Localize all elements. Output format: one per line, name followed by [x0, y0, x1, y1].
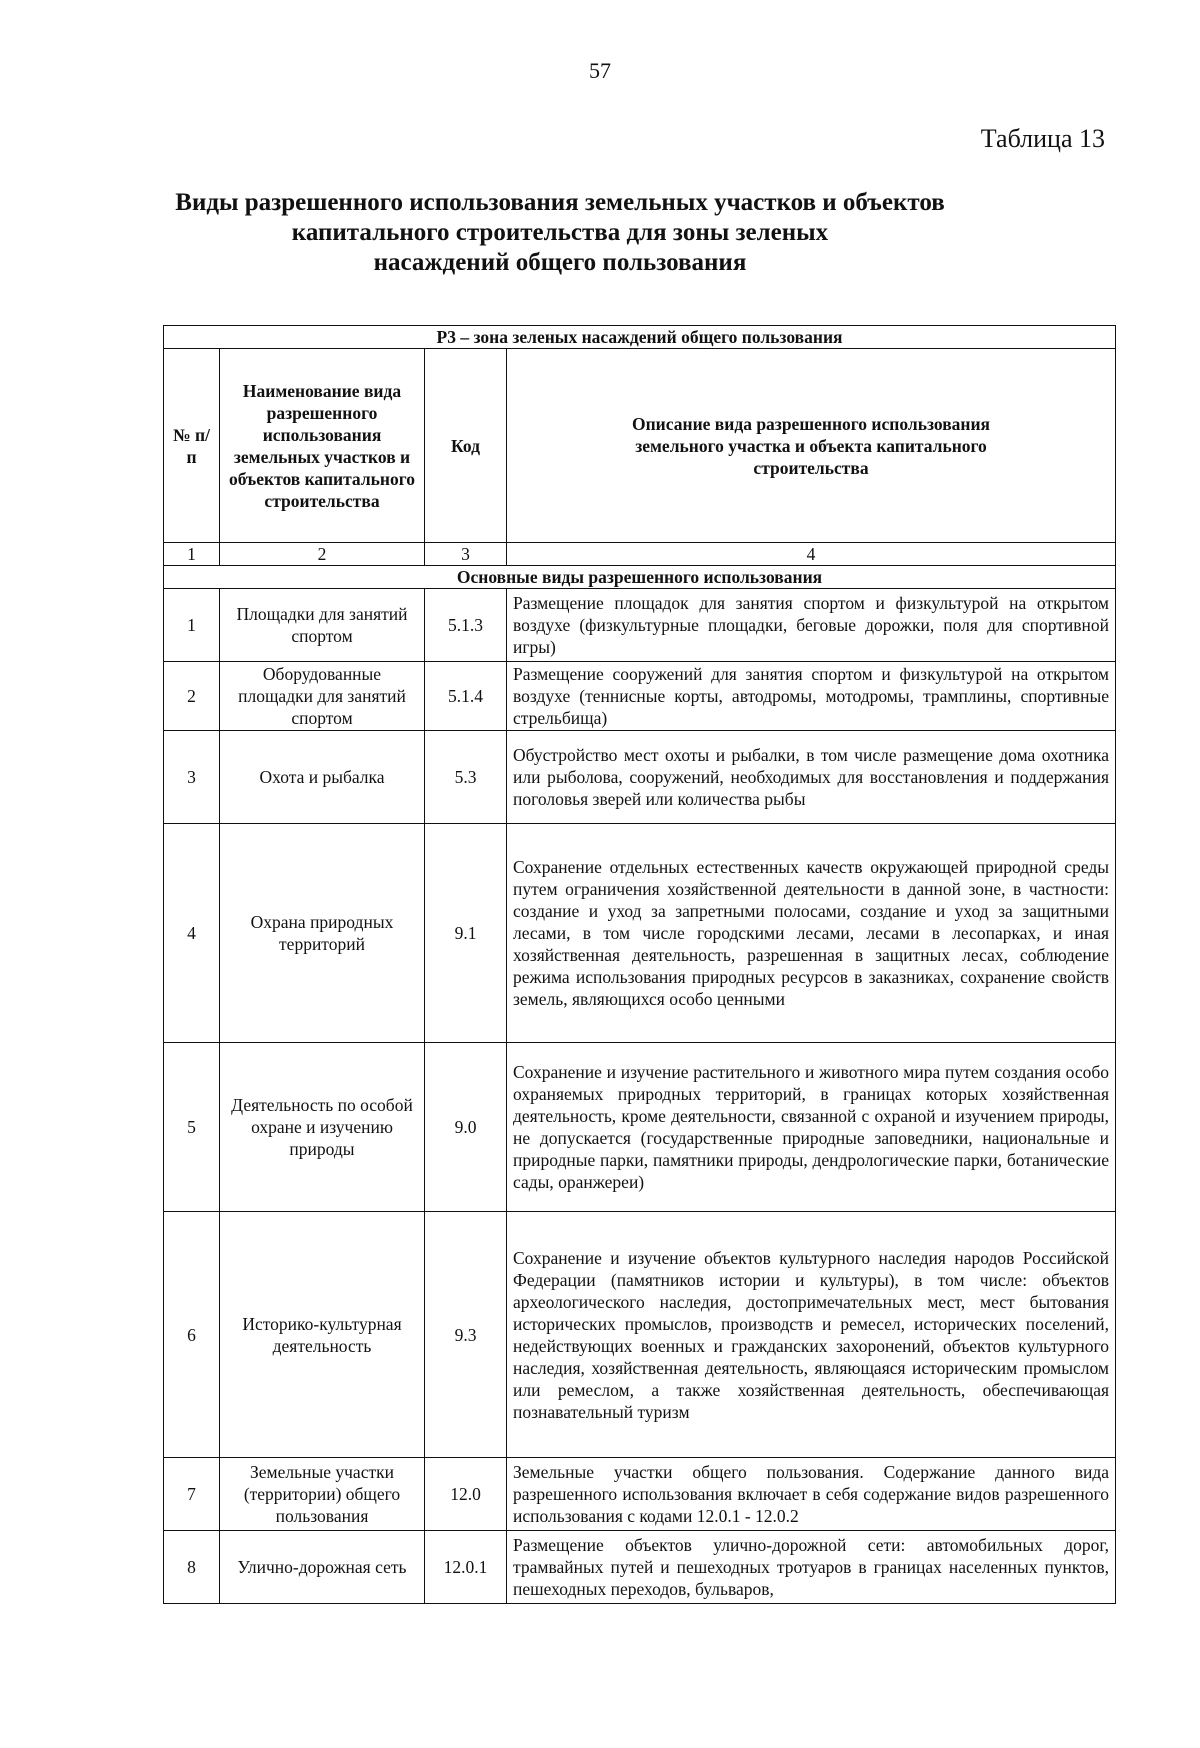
table-row	[164, 1458, 1116, 1531]
row-code: 5.1.3	[425, 589, 507, 662]
row-code: 12.0.1	[425, 1531, 507, 1604]
row-name: Охрана природных территорий	[220, 824, 425, 1043]
row-description: Размещение сооружений для занятия спортом и физкультурой на открытом воздухе (теннисные корты, автодромы, мотодромы, трамплины, спортивные стрельбища)	[507, 662, 1116, 731]
row-code: 9.0	[425, 1043, 507, 1212]
row-number: 2	[164, 662, 220, 731]
row-name: Площадки для занятий спортом	[220, 589, 425, 662]
zone-title: Р3 – зона зеленых насаждений общего пользования	[164, 326, 1116, 349]
row-description: Обустройство мест охоты и рыбалки, в том числе размещение дома охотника или рыболова, сооружений, необходимых для восстановления и поддержания поголовья зверей или количества рыбы	[507, 731, 1116, 824]
header-row	[164, 349, 1116, 543]
row-description: Размещение площадок для занятия спортом и физкультурой на открытом воздухе (физкультурные площадки, беговые дорожки, поля для спортивной игры)	[507, 589, 1116, 662]
table-row	[164, 824, 1116, 1043]
row-name: Деятельность по особой охране и изучению природы	[220, 1043, 425, 1212]
row-number: 7	[164, 1458, 220, 1531]
document-title	[130, 188, 990, 278]
row-number: 6	[164, 1212, 220, 1458]
column-index: 2	[220, 543, 425, 566]
header-code: Код	[425, 349, 507, 543]
row-description: Сохранение отдельных естественных качеств окружающей природной среды путем ограничения хозяйственной деятельности в данной зоне, в частности: создание и уход за запретными полосами, создание и уход за защитными лесами, в том числе городскими лесами, лесами в лесопарках, и иная хозяйственная деятельность, разрешенная в защитных лесах, соблюдение режима использования природных ресурсов в заказниках, сохранение свойств земель, являющихся особо ценными	[507, 824, 1116, 1043]
row-code: 9.3	[425, 1212, 507, 1458]
row-name: Оборудованные площадки для занятий спортом	[220, 662, 425, 731]
row-description: Земельные участки общего пользования. Содержание данного вида разрешенного использования включает в себя содержание видов разрешенного использования с кодами 12.0.1 - 12.0.2	[507, 1458, 1116, 1531]
land-use-table	[163, 325, 1116, 1604]
table-row	[164, 731, 1116, 824]
title-line: капитального строительства для зоны зеленых	[291, 219, 829, 246]
row-description: Сохранение и изучение растительного и животного мира путем создания особо охраняемых природных территорий, в границах которых хозяйственная деятельность, кроме деятельности, связанной с охраной и изучением природы, не допускается (государственные природные заповедники, национальные и природные парки, памятники природы, дендрологические парки, ботанические сады, оранжереи)	[507, 1043, 1116, 1212]
page-number: 57	[589, 58, 611, 83]
row-number: 4	[164, 824, 220, 1043]
row-code: 9.1	[425, 824, 507, 1043]
table-row	[164, 1212, 1116, 1458]
column-index: 3	[425, 543, 507, 566]
row-name: Земельные участки (территории) общего пользования	[220, 1458, 425, 1531]
row-name: Охота и рыбалка	[220, 731, 425, 824]
row-code: 5.3	[425, 731, 507, 824]
section-title: Основные виды разрешенного использования	[164, 566, 1116, 589]
table-row	[164, 1531, 1116, 1604]
row-name: Улично-дорожная сеть	[220, 1531, 425, 1604]
row-number: 5	[164, 1043, 220, 1212]
table-row	[164, 1043, 1116, 1212]
column-index: 4	[507, 543, 1116, 566]
section-row	[164, 566, 1116, 589]
row-name: Историко-культурная деятельность	[220, 1212, 425, 1458]
column-index-row	[164, 543, 1116, 566]
row-number: 3	[164, 731, 220, 824]
row-number: 8	[164, 1531, 220, 1604]
header-name: Наименование вида разрешенного использования земельных участков и объектов капитального строительства	[220, 349, 425, 543]
row-description: Сохранение и изучение объектов культурного наследия народов Российской Федерации (памятников истории и культуры), в том числе: объектов археологического наследия, достопримечательных мест, мест бытования исторических промыслов, производств и ремесел, исторических поселений, недействующих военных и гражданских захоронений, объектов культурного наследия, хозяйственная деятельность, являющаяся историческим промыслом или ремеслом, а также хозяйственная деятельность, обеспечивающая познавательный туризм	[507, 1212, 1116, 1458]
header-num: № п/п	[164, 349, 220, 543]
row-code: 12.0	[425, 1458, 507, 1531]
table-caption: Таблица 13	[980, 124, 1105, 153]
row-description: Размещение объектов улично-дорожной сети: автомобильных дорог, трамвайных путей и пешеходных тротуаров в границах населенных пунктов, пешеходных переходов, бульваров,	[507, 1531, 1116, 1604]
row-code: 5.1.4	[425, 662, 507, 731]
title-line: Виды разрешенного использования земельных участков и объектов	[175, 189, 945, 216]
row-number: 1	[164, 589, 220, 662]
table-row	[164, 662, 1116, 731]
zone-title-row	[164, 326, 1116, 349]
header-description: Описание вида разрешенного использования земельного участка и объекта капитального строительства	[507, 349, 1116, 543]
title-line: насаждений общего пользования	[373, 249, 747, 276]
column-index: 1	[164, 543, 220, 566]
table-row	[164, 589, 1116, 662]
